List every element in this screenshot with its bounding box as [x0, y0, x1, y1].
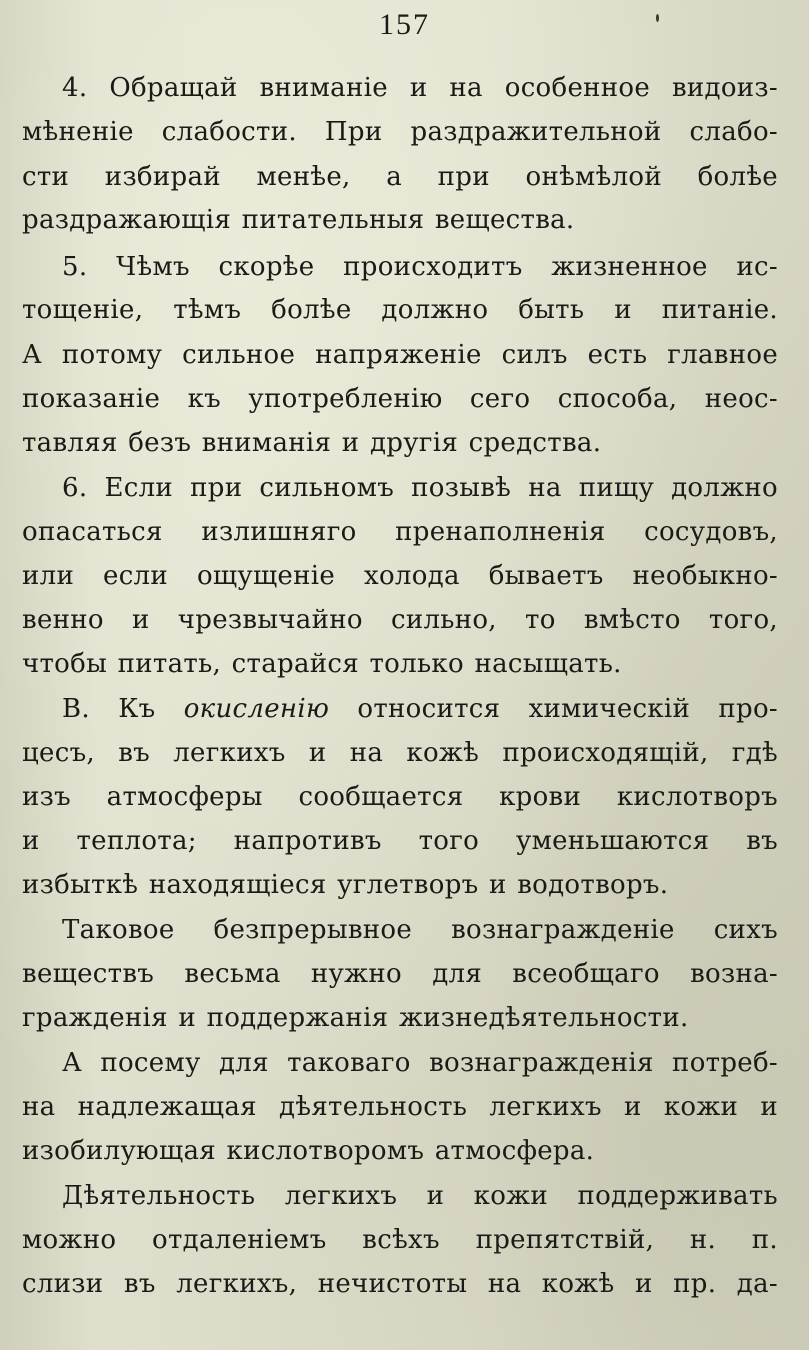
- emphasized-word: окисленію: [183, 694, 330, 724]
- text-line: 4. Обращай вниманіе и на особенное видоиз-: [62, 73, 778, 103]
- text-line: венно и чрезвычайно сильно, то вмѣсто того,: [22, 605, 778, 635]
- text-line: слизи въ легкихъ, нечистоты на кожѣ и пр. да-: [22, 1269, 778, 1299]
- text-line: или если ощущеніе холода бываетъ необыкно-: [22, 561, 778, 591]
- text-line: тощеніе, тѣмъ болѣе должно быть и питаніе.: [22, 295, 778, 325]
- text-line: В. Къ окисленію относится химическій про-: [62, 694, 778, 724]
- text-line: опасаться излишняго пренаполненія сосудовъ,: [22, 517, 778, 547]
- text-line: тавляя безъ вниманія и другія средства.: [22, 428, 602, 458]
- text-line: веществъ весьма нужно для всеобщаго возна-: [22, 959, 778, 989]
- text-line: цесъ, въ легкихъ и на кожѣ происходящій, гдѣ: [22, 738, 778, 768]
- text-line: 6. Если при сильномъ позывѣ на пищу должно: [62, 473, 778, 503]
- text-line: раздражающія питательныя вещества.: [22, 205, 575, 235]
- text-line: чтобы питать, старайся только насыщать.: [22, 649, 622, 679]
- text-line: сти избирай менѣе, а при онѣмѣлой болѣе: [22, 162, 778, 192]
- text-line: можно отдаленіемъ всѣхъ препятствій, н. п.: [22, 1225, 778, 1255]
- text-line: изобилующая кислотворомъ атмосфера.: [22, 1136, 595, 1166]
- text-line: А потому сильное напряженіе силъ есть главное: [22, 340, 778, 370]
- text-line: изъ атмосферы сообщается крови кислотворъ: [22, 782, 778, 812]
- text-line: избыткѣ находящіеся углетворъ и водотворъ.: [22, 870, 669, 900]
- ink-speck: [656, 14, 659, 22]
- text-line: на надлежащая дѣятельность легкихъ и кожи и: [22, 1092, 778, 1122]
- text-line: Таковое безпрерывное вознагражденіе сихъ: [62, 915, 778, 945]
- text-line: гражденія и поддержанія жизнедѣятельности.: [22, 1003, 689, 1033]
- text-line: Дѣятельность легкихъ и кожи поддерживать: [62, 1181, 778, 1211]
- text-line: показаніе къ употребленію сего способа, неос-: [22, 384, 778, 414]
- page-number: 157: [379, 8, 430, 41]
- text-line: 5. Чѣмъ скорѣе происходитъ жизненное ис-: [62, 252, 778, 282]
- text-line: А посему для таковаго вознагражденія потреб-: [62, 1048, 778, 1078]
- text-line: и теплота; напротивъ того уменьшаются въ: [22, 826, 778, 856]
- text-line: мѣненіе слабости. При раздражительной слабо-: [22, 117, 778, 147]
